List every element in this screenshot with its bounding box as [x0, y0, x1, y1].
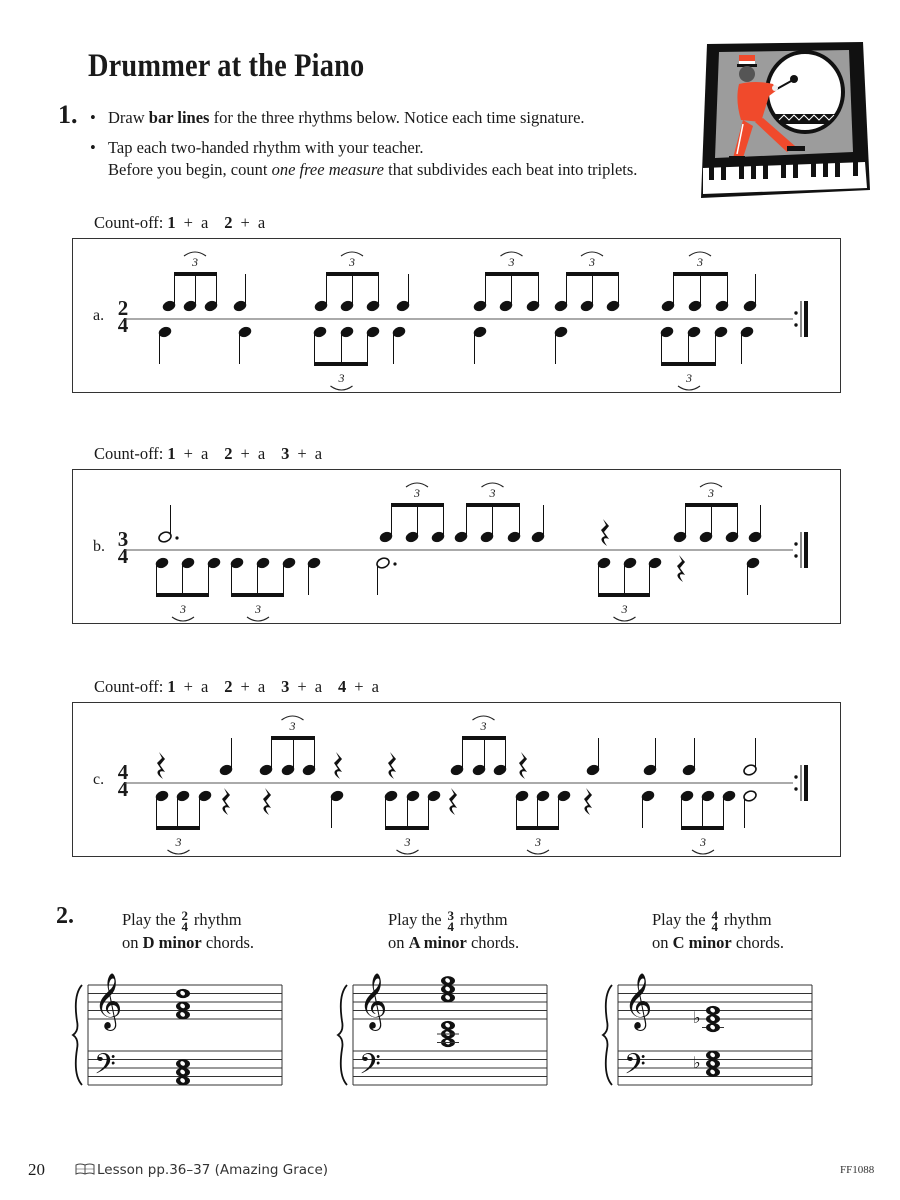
flat-icon: ♭ [693, 1054, 701, 1072]
count-subdivision: a [314, 444, 323, 463]
count-beat: 2 [224, 213, 233, 232]
count-subdivision: a [314, 677, 323, 696]
count-off-b [94, 444, 334, 464]
text-run: bar lines [148, 108, 210, 127]
instruction-line-1: Play the 3 4 rhythm [388, 908, 508, 934]
count-subdivision: a [200, 677, 209, 696]
page-title: Drummer at the Piano [88, 48, 365, 84]
time-signature-bottom: 4 [117, 313, 129, 337]
left-hand-notes [155, 788, 758, 854]
count-group [220, 677, 265, 696]
text-run: Before you begin, count [108, 160, 272, 179]
time-signature-top: 4 [117, 760, 129, 784]
count-group [334, 677, 379, 696]
rhythm-box-c [72, 702, 841, 857]
right-hand-notes [162, 252, 758, 313]
count-group [163, 444, 208, 463]
svg-text:3: 3 [404, 835, 411, 849]
text-run: that subdivides each beat into triplets. [384, 160, 638, 179]
count-beat: 4 [338, 677, 347, 696]
text-run: Draw [108, 108, 149, 127]
grand-staff-1 [70, 965, 285, 1105]
bass-clef-icon: 𝄢 [624, 1050, 646, 1087]
rhythm-notation [73, 470, 840, 623]
svg-text:3: 3 [708, 486, 714, 500]
grand-staff-3 [600, 965, 815, 1105]
instruction-line-1: Play the 2 4 rhythm [122, 908, 242, 934]
time-signature: 3 4 [447, 908, 454, 934]
catalog-code: FF1088 [840, 1164, 875, 1176]
count-subdivision: + [297, 677, 307, 696]
exercise-1-number: 1. [58, 100, 78, 129]
svg-text:3: 3 [508, 255, 515, 269]
instruction-bullet-1: • Draw bar lines for the three rhythms below. Notice each time signature. [90, 108, 585, 127]
svg-text:3: 3 [192, 255, 198, 269]
lesson-reference-text: Lesson pp.36–37 (Amazing Grace) [97, 1162, 329, 1178]
count-beat: 1 [167, 677, 176, 696]
svg-text:3: 3 [175, 835, 182, 849]
text-run: one free measure [271, 160, 384, 179]
svg-text:3: 3 [349, 255, 355, 269]
svg-text:3: 3 [414, 486, 420, 500]
bass-clef-icon: 𝄢 [94, 1050, 116, 1087]
text-run: Tap each two-handed rhythm with your teacher. [108, 138, 424, 157]
instruction-line-2: on D minor chords. [122, 933, 254, 952]
drum-major-icon [695, 40, 870, 200]
count-subdivision: a [371, 677, 379, 696]
time-signature-top: 2 [117, 296, 129, 320]
brace-icon [603, 985, 612, 1085]
lesson-reference [75, 1162, 328, 1178]
count-subdivision: a [200, 444, 209, 463]
count-subdivision: a [257, 213, 266, 232]
rhythm-label: c. [93, 771, 105, 788]
count-subdivision: + [183, 444, 193, 463]
left-hand-notes [155, 555, 761, 621]
right-hand-notes [158, 483, 763, 546]
count-subdivision: + [354, 677, 364, 696]
count-beat: 1 [167, 444, 176, 463]
count-beat: 2 [224, 444, 233, 463]
exercise-2-number: 2. [56, 903, 74, 929]
instruction-line-2: on C minor chords. [652, 933, 784, 952]
chord-instruction-3 [652, 909, 784, 954]
rhythm-box-a [72, 238, 841, 393]
svg-text:3: 3 [589, 255, 595, 269]
rhythm-box-b [72, 469, 841, 624]
treble-clef-icon: 𝄞 [359, 975, 388, 1028]
svg-text:3: 3 [535, 835, 541, 849]
page-number: 20 [28, 1160, 45, 1179]
instruction-line-1: Play the 4 4 rhythm [652, 908, 772, 934]
chord-name: D minor [142, 933, 202, 952]
count-beat: 3 [281, 444, 290, 463]
drummer-illustration [695, 40, 870, 200]
count-off-a [94, 213, 277, 233]
count-subdivision: a [257, 677, 266, 696]
flat-icon: ♭ [693, 1010, 701, 1027]
instruction-continuation [108, 159, 637, 181]
count-group [163, 677, 208, 696]
count-beat: 2 [224, 677, 233, 696]
time-signature-bottom: 4 [117, 777, 129, 801]
count-off-label: Count-off: [94, 677, 164, 696]
grand-staff-2 [335, 965, 550, 1105]
chord-instruction-2 [388, 909, 519, 954]
svg-text:3: 3 [255, 602, 261, 616]
count-subdivision: + [240, 213, 250, 232]
svg-text:3: 3 [338, 371, 345, 385]
bass-clef-icon: 𝄢 [359, 1050, 381, 1087]
treble-clef-icon: 𝄞 [624, 975, 653, 1028]
brace-icon [73, 985, 82, 1085]
count-beat: 3 [281, 677, 290, 696]
count-off-label: Count-off: [94, 213, 164, 232]
count-subdivision: + [183, 213, 193, 232]
count-subdivision: + [183, 677, 193, 696]
time-signature-top: 3 [117, 527, 129, 551]
rhythm-label: a. [93, 307, 105, 324]
count-off-c [94, 677, 391, 697]
instruction-text [108, 138, 423, 157]
right-hand-notes [157, 716, 757, 779]
count-group [277, 444, 322, 463]
instruction-text [108, 108, 585, 127]
time-signature: 2 4 [181, 908, 188, 934]
instruction-bullet-2: • Tap each two-handed rhythm with your teacher. [90, 138, 424, 157]
svg-text:3: 3 [686, 371, 692, 385]
chord-name: A minor [408, 933, 467, 952]
text-run: for the three rhythms below. Notice each time signature. [209, 108, 585, 127]
brace-icon [338, 985, 347, 1085]
count-group [277, 677, 322, 696]
count-subdivision: a [200, 213, 209, 232]
left-hand-notes [158, 325, 755, 390]
count-beat: 1 [167, 213, 176, 232]
count-group [220, 444, 265, 463]
count-subdivision: a [257, 444, 266, 463]
treble-clef-icon: 𝄞 [94, 975, 123, 1028]
count-subdivision: + [297, 444, 307, 463]
svg-text:3: 3 [700, 835, 706, 849]
svg-text:3: 3 [480, 719, 487, 733]
svg-text:3: 3 [697, 255, 703, 269]
svg-text:3: 3 [489, 486, 496, 500]
svg-text:3: 3 [621, 602, 628, 616]
open-book-icon [75, 1163, 95, 1175]
count-subdivision: + [240, 677, 250, 696]
chord-instruction-1 [122, 909, 254, 954]
rhythm-label: b. [93, 538, 105, 555]
count-group [220, 213, 265, 232]
chord-name: C minor [672, 933, 732, 952]
count-off-label: Count-off: [94, 444, 164, 463]
rhythm-notation [73, 703, 840, 856]
time-signature-bottom: 4 [117, 544, 129, 568]
count-group [163, 213, 208, 232]
count-subdivision: + [240, 444, 250, 463]
instruction-line-2: on A minor chords. [388, 933, 520, 952]
svg-text:3: 3 [180, 602, 186, 616]
svg-text:3: 3 [289, 719, 296, 733]
time-signature: 4 4 [711, 908, 718, 934]
rhythm-notation [73, 239, 840, 392]
